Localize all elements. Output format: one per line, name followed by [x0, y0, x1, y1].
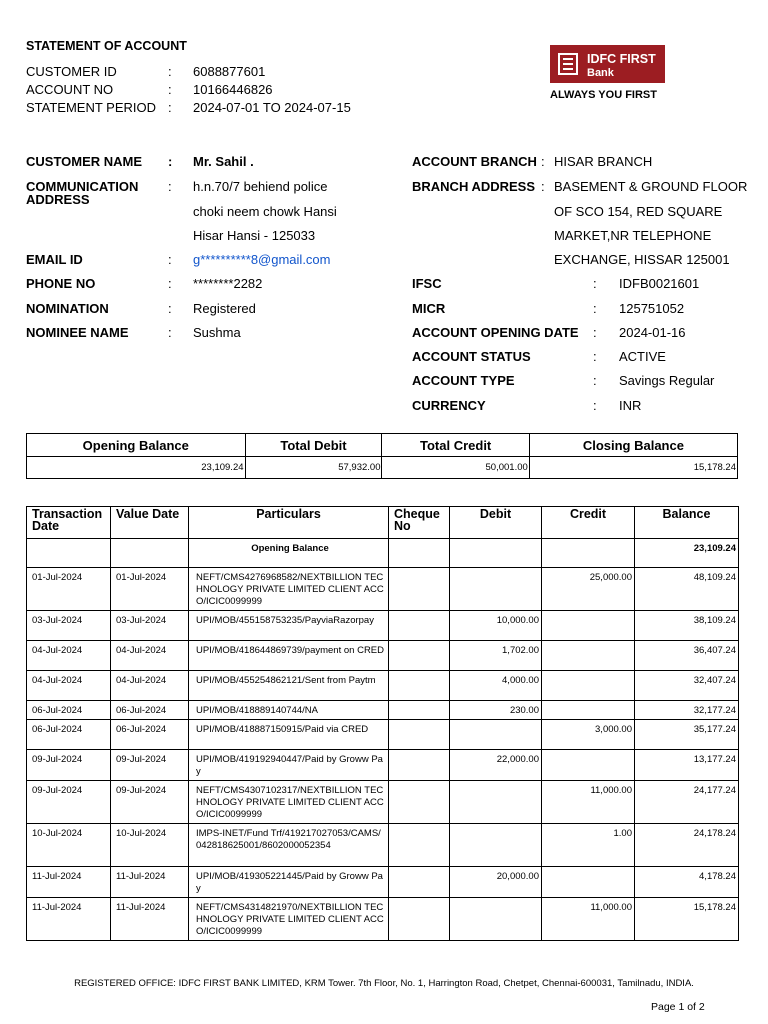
cheque-no — [389, 720, 450, 750]
account-no-label: ACCOUNT NO — [26, 82, 114, 97]
currency-value: INR — [619, 398, 642, 413]
transaction-date: 10-Jul-2024 — [27, 824, 111, 867]
value-date: 06-Jul-2024 — [111, 701, 189, 720]
balance-amount: 48,109.24 — [635, 568, 739, 611]
col-balance: Balance — [635, 507, 739, 539]
debit-amount: 20,000.00 — [450, 867, 542, 898]
branch-value: HISAR BRANCH — [554, 154, 653, 169]
table-row — [27, 611, 739, 641]
summary-header-row — [27, 434, 738, 457]
summary-total-credit: 50,001.00 — [382, 457, 529, 479]
colon: : — [593, 301, 597, 316]
credit-amount — [542, 750, 635, 781]
bank-tagline: ALWAYS YOU FIRST — [550, 89, 657, 101]
particulars: UPI/MOB/418887150915/Paid via CRED — [189, 720, 389, 750]
address-line: h.n.70/7 behiend police — [193, 179, 328, 194]
nomination-label: NOMINATION — [26, 301, 109, 316]
colon: : — [593, 373, 597, 388]
statement-period-label: STATEMENT PERIOD — [26, 100, 157, 115]
colon: : — [168, 100, 172, 115]
phone-label: PHONE NO — [26, 276, 96, 291]
balance-amount: 4,178.24 — [635, 867, 739, 898]
bank-logo — [550, 45, 665, 83]
micr-value: 125751052 — [619, 301, 685, 316]
opening-balance-value: 23,109.24 — [635, 539, 739, 568]
transaction-date: 03-Jul-2024 — [27, 611, 111, 641]
credit-amount: 11,000.00 — [542, 898, 635, 941]
value-date: 04-Jul-2024 — [111, 671, 189, 701]
bank-logo-name: IDFC FIRST — [587, 52, 656, 66]
micr-label: MICR — [412, 301, 446, 316]
colon: : — [168, 82, 172, 97]
transaction-date: 06-Jul-2024 — [27, 701, 111, 720]
colon: : — [168, 325, 172, 340]
particulars: NEFT/CMS4276968582/NEXTBILLION TECHNOLOGY PRIVATE LIMITED CLIENT ACCO/ICIC0099999 — [189, 568, 389, 611]
cheque-no — [389, 671, 450, 701]
summary-header-opening: Opening Balance — [27, 434, 246, 457]
account-type-label: ACCOUNT TYPE — [412, 373, 515, 388]
credit-amount: 3,000.00 — [542, 720, 635, 750]
table-row — [27, 898, 739, 941]
transactions-header-row — [27, 507, 739, 539]
cheque-no — [389, 750, 450, 781]
summary-header-credit: Total Credit — [382, 434, 529, 457]
table-row — [27, 641, 739, 671]
account-status-label: ACCOUNT STATUS — [412, 349, 531, 364]
account-type-value: Savings Regular — [619, 373, 715, 388]
opening-balance-row — [27, 539, 739, 568]
colon: : — [168, 154, 173, 169]
table-row — [27, 671, 739, 701]
balance-amount: 24,178.24 — [635, 824, 739, 867]
particulars: NEFT/CMS4307102317/NEXTBILLION TECHNOLOGY PRIVATE LIMITED CLIENT ACCO/ICIC0099999 — [189, 781, 389, 824]
colon: : — [168, 64, 172, 79]
particulars: UPI/MOB/419305221445/Paid by Groww Pay — [189, 867, 389, 898]
table-row — [27, 824, 739, 867]
transaction-date: 01-Jul-2024 — [27, 568, 111, 611]
opening-date-value: 2024-01-16 — [619, 325, 686, 340]
transactions-table — [26, 506, 739, 941]
value-date: 10-Jul-2024 — [111, 824, 189, 867]
nominee-label: NOMINEE NAME — [26, 325, 129, 340]
debit-amount: 1,702.00 — [450, 641, 542, 671]
particulars: UPI/MOB/419192940447/Paid by Groww Pay — [189, 750, 389, 781]
account-no-value: 10166446826 — [193, 82, 273, 97]
col-value-date: Value Date — [111, 507, 189, 539]
summary-closing-balance: 15,178.24 — [529, 457, 737, 479]
colon: : — [168, 301, 172, 316]
value-date: 09-Jul-2024 — [111, 750, 189, 781]
table-row — [27, 720, 739, 750]
debit-amount: 10,000.00 — [450, 611, 542, 641]
email-label: EMAIL ID — [26, 252, 83, 267]
col-credit: Credit — [542, 507, 635, 539]
particulars: NEFT/CMS4314821970/NEXTBILLION TECHNOLOGY PRIVATE LIMITED CLIENT ACCO/ICIC0099999 — [189, 898, 389, 941]
summary-header-debit: Total Debit — [245, 434, 382, 457]
transaction-date: 09-Jul-2024 — [27, 781, 111, 824]
opening-date-label: ACCOUNT OPENING DATE — [412, 325, 579, 340]
value-date: 09-Jul-2024 — [111, 781, 189, 824]
branch-address-line: MARKET,NR TELEPHONE — [554, 228, 712, 243]
credit-amount: 25,000.00 — [542, 568, 635, 611]
account-status-value: ACTIVE — [619, 349, 666, 364]
balance-amount: 15,178.24 — [635, 898, 739, 941]
debit-amount — [450, 568, 542, 611]
credit-amount — [542, 611, 635, 641]
col-cheque-no: Cheque No — [389, 507, 450, 539]
customer-id-value: 6088877601 — [193, 64, 266, 79]
transaction-date: 09-Jul-2024 — [27, 750, 111, 781]
colon: : — [541, 179, 545, 194]
opening-balance-label: Opening Balance — [189, 539, 389, 568]
transaction-date: 06-Jul-2024 — [27, 720, 111, 750]
statement-period-value: 2024-07-01 TO 2024-07-15 — [193, 100, 351, 115]
customer-id-label: CUSTOMER ID — [26, 64, 117, 79]
address-label-line1: COMMUNICATION — [26, 179, 139, 194]
balance-amount: 38,109.24 — [635, 611, 739, 641]
colon: : — [593, 325, 597, 340]
col-transaction-date: Transaction Date — [27, 507, 111, 539]
balance-amount: 32,177.24 — [635, 701, 739, 720]
nominee-value: Sushma — [193, 325, 241, 340]
ifsc-value: IDFB0021601 — [619, 276, 700, 291]
nomination-value: Registered — [193, 301, 256, 316]
balance-amount: 35,177.24 — [635, 720, 739, 750]
summary-header-closing: Closing Balance — [529, 434, 737, 457]
registered-office: REGISTERED OFFICE: IDFC FIRST BANK LIMITED, KRM Tower. 7th Floor, No. 1, Harrington Road, Chetpet, Chennai-600031, Tamilnadu, INDIA. — [74, 978, 694, 989]
address-line: choki neem chowk Hansi — [193, 204, 337, 219]
transaction-date: 11-Jul-2024 — [27, 867, 111, 898]
statement-title: STATEMENT OF ACCOUNT — [26, 39, 187, 53]
colon: : — [168, 179, 172, 194]
bank-logo-icon — [558, 53, 578, 75]
bank-logo-subname: Bank — [587, 67, 614, 79]
debit-amount — [450, 824, 542, 867]
balance-amount: 24,177.24 — [635, 781, 739, 824]
value-date: 06-Jul-2024 — [111, 720, 189, 750]
customer-name-label: CUSTOMER NAME — [26, 154, 143, 169]
branch-address-line: BASEMENT & GROUND FLOOR — [554, 179, 748, 194]
balance-summary-table — [26, 433, 738, 479]
table-row — [27, 750, 739, 781]
table-row — [27, 867, 739, 898]
particulars: UPI/MOB/455254862121/Sent from Paytm — [189, 671, 389, 701]
colon: : — [168, 276, 172, 291]
debit-amount — [450, 720, 542, 750]
balance-amount: 36,407.24 — [635, 641, 739, 671]
branch-address-line: EXCHANGE, HISSAR 125001 — [554, 252, 730, 267]
colon: : — [593, 398, 597, 413]
colon: : — [593, 349, 597, 364]
colon: : — [168, 252, 172, 267]
email-link[interactable]: g**********8@gmail.com — [193, 252, 331, 267]
currency-label: CURRENCY — [412, 398, 486, 413]
balance-amount: 13,177.24 — [635, 750, 739, 781]
credit-amount: 1.00 — [542, 824, 635, 867]
value-date: 01-Jul-2024 — [111, 568, 189, 611]
table-row — [27, 568, 739, 611]
col-debit: Debit — [450, 507, 542, 539]
transaction-date: 11-Jul-2024 — [27, 898, 111, 941]
transaction-date: 04-Jul-2024 — [27, 641, 111, 671]
cheque-no — [389, 781, 450, 824]
credit-amount — [542, 641, 635, 671]
cheque-no — [389, 641, 450, 671]
colon: : — [593, 276, 597, 291]
value-date: 11-Jul-2024 — [111, 898, 189, 941]
particulars: UPI/MOB/418889140744/NA — [189, 701, 389, 720]
debit-amount — [450, 898, 542, 941]
debit-amount — [450, 781, 542, 824]
credit-amount — [542, 867, 635, 898]
summary-value-row — [27, 457, 738, 479]
particulars: UPI/MOB/418644869739/payment on CRED — [189, 641, 389, 671]
particulars: IMPS-INET/Fund Trf/419217027053/CAMS/042818625001/8602000052354 — [189, 824, 389, 867]
branch-address-label: BRANCH ADDRESS — [412, 179, 536, 194]
value-date: 11-Jul-2024 — [111, 867, 189, 898]
address-label-line2: ADDRESS — [26, 192, 90, 207]
debit-amount: 22,000.00 — [450, 750, 542, 781]
credit-amount — [542, 701, 635, 720]
page-number: Page 1 of 2 — [651, 1001, 705, 1013]
address-line: Hisar Hansi - 125033 — [193, 228, 316, 243]
balance-amount: 32,407.24 — [635, 671, 739, 701]
ifsc-label: IFSC — [412, 276, 442, 291]
branch-label: ACCOUNT BRANCH — [412, 154, 537, 169]
debit-amount: 4,000.00 — [450, 671, 542, 701]
value-date: 04-Jul-2024 — [111, 641, 189, 671]
table-row — [27, 781, 739, 824]
summary-opening-balance: 23,109.24 — [27, 457, 246, 479]
cheque-no — [389, 867, 450, 898]
colon: : — [541, 154, 545, 169]
debit-amount: 230.00 — [450, 701, 542, 720]
cheque-no — [389, 824, 450, 867]
table-row — [27, 701, 739, 720]
value-date: 03-Jul-2024 — [111, 611, 189, 641]
cheque-no — [389, 568, 450, 611]
particulars: UPI/MOB/455158753235/PayviaRazorpay — [189, 611, 389, 641]
cheque-no — [389, 611, 450, 641]
credit-amount — [542, 671, 635, 701]
customer-name-value: Mr. Sahil . — [193, 154, 254, 169]
cheque-no — [389, 898, 450, 941]
cheque-no — [389, 701, 450, 720]
phone-value: ********2282 — [193, 276, 263, 291]
col-particulars: Particulars — [189, 507, 389, 539]
transaction-date: 04-Jul-2024 — [27, 671, 111, 701]
credit-amount: 11,000.00 — [542, 781, 635, 824]
branch-address-line: OF SCO 154, RED SQUARE — [554, 204, 723, 219]
summary-total-debit: 57,932.00 — [245, 457, 382, 479]
